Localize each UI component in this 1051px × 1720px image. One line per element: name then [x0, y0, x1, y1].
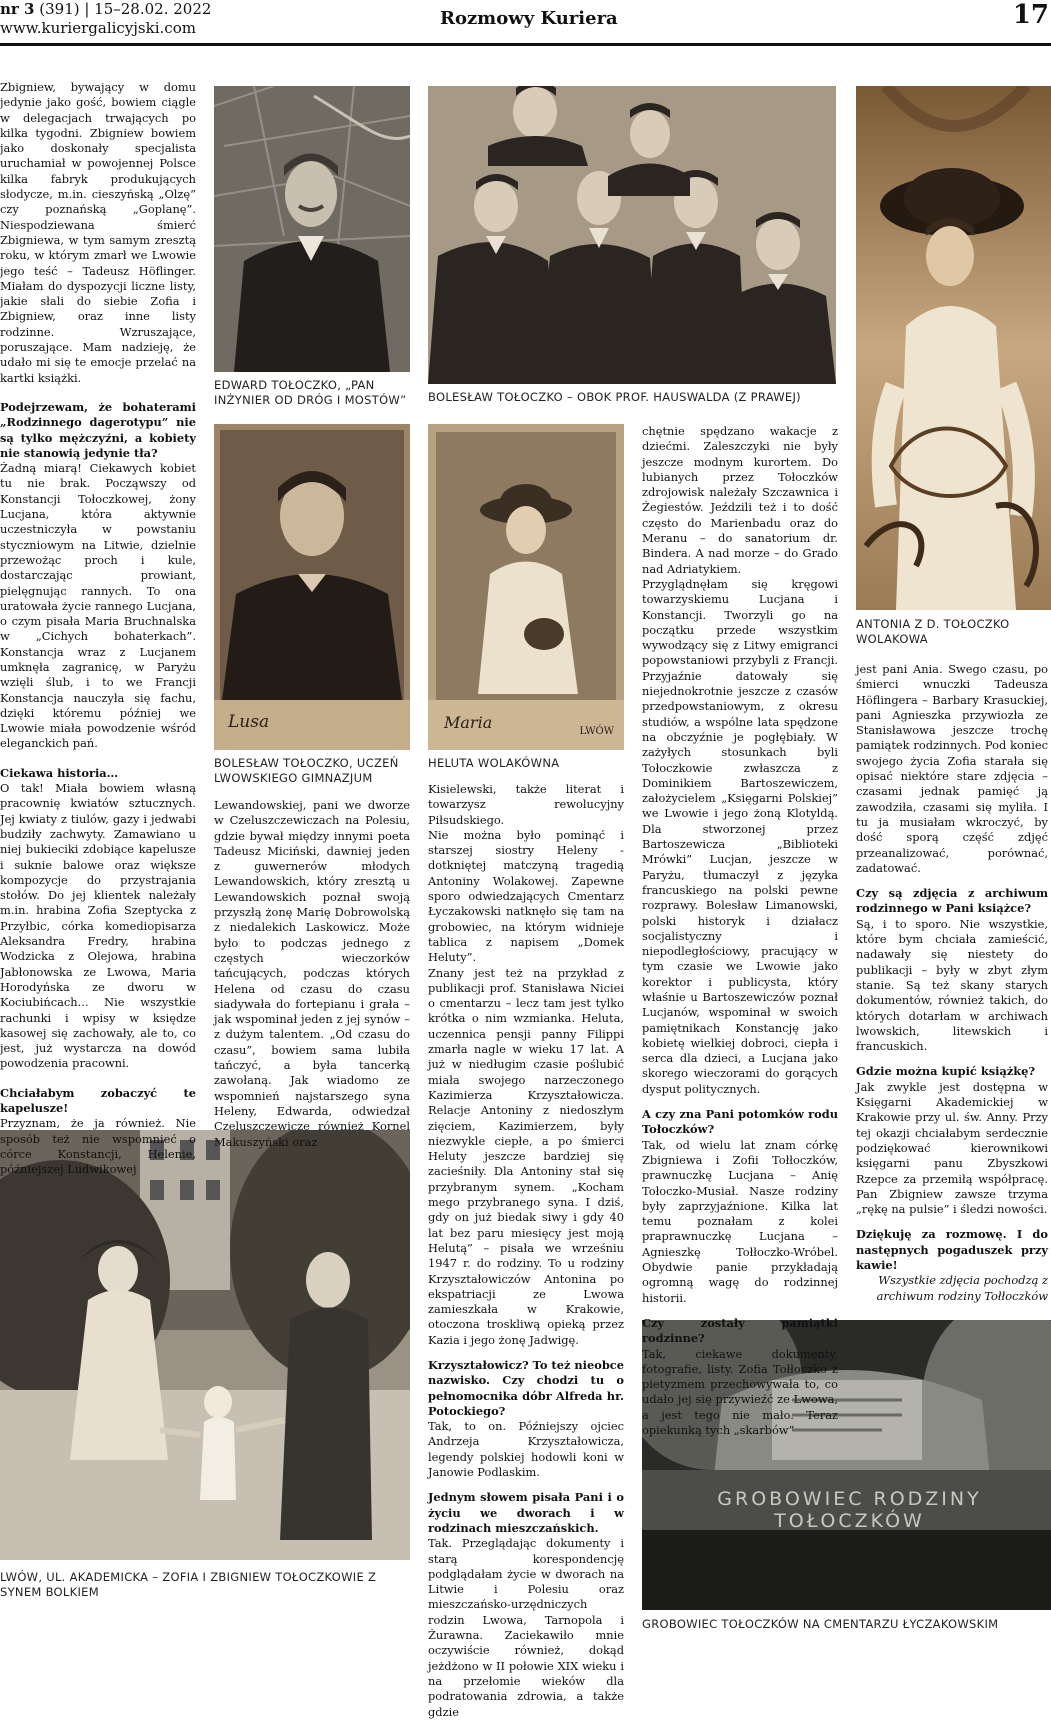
caption-boleslaw-student: BOLESŁAW TOŁOCZKO, UCZEŃ LWOWSKIEGO GIMNAZJUM: [214, 756, 399, 785]
studio-signature-heluta: Maria: [444, 713, 493, 732]
photo-boleslaw-student: [214, 424, 410, 750]
issue-dates: (391) | 15–28.02. 2022: [39, 0, 212, 18]
question: Chciałabym zobaczyć te kapelusze!: [0, 1085, 196, 1115]
paragraph: O tak! Miała bowiem własną pracownię kwiatów sztucznych. Jej kwiaty z tiulów, gazy i jedwabi budziły zachwyty. Zamawiano u niej bukieciki zdobiące kapelusze i suknie balowe oraz większe kompozycje do przystrajania stołów. Do jej klientek należały m.in. hrabina Zofia Szeptycka z Przyłbic, córka komediopisarza Aleksandra Fredry, hrabina Wodzicka z Olejowa, hrabina Jabłonowska ze Lwowa, Maria Horodyńska ze dworu w Kociubińcach... Nie wszystkie rachunki i wpisy w księdze kasowej się zachowały, ale to, co jest, już wystarcza na dowód powodzenia pracowni.: [0, 781, 196, 1071]
question: Podejrzewam, że bohaterami „Rodzinnego dagerotypu” nie są tylko mężczyźni, a kobiety nie stanowią jedynie tła?: [0, 399, 196, 460]
question: Czy są zdjęcia z archiwum rodzinnego w Pani książce?: [856, 886, 1048, 916]
paragraph: Są, i to sporo. Nie wszystkie, które bym chciała zamieścić, nadawały się niestety do publikacji – były w zbyt złym stanie. Są też skany starych dokumentów, również takich, do których dotarłam w archiwach lwowskich, litewskich i francuskich.: [856, 916, 1048, 1054]
question: Krzyształowicz? To też nieobce nazwisko. Czy chodzi tu o pełnomocnika dóbr Alfreda hr. Potockiego?: [428, 1357, 624, 1418]
caption-street: LWÓW, UL. AKADEMICKA – ZOFIA I ZBIGNIEW TOŁOCZKOWIE Z SYNEM BOLKIEM: [0, 1570, 377, 1599]
section-title: Rozmowy Kuriera: [440, 8, 618, 29]
paragraph: Nie można było pominąć i starszej siostry Heleny - dotkniętej matczyną tragedią Antoniny Wolakowej. Zapewne sporo odwiedzających Cmentarz Łyczakowski natknęło się tam na grobowiec, na którym widnieje tablica z napisem „Domek Heluty”.: [428, 827, 624, 965]
photo-edward: [214, 86, 410, 372]
paragraph: chętnie spędzano wakacje z dziećmi. Zaleszczyki nie były jeszcze modnym kurortem. Do lubianych przez Tołoczków zdrojowisk należały Szczawnica i Żegiestów. Jeździli też i to dość często do Marienbadu oraz do Meranu – do sanatorium dr. Bindera. A nad morze – do Grado nad Adriatykiem.: [642, 424, 838, 576]
question: Jednym słowem pisała Pani i o życiu we dworach i w rodzinach mieszczańskich.: [428, 1490, 624, 1535]
photo-antonia: [856, 86, 1051, 610]
paragraph: Żadną miarą! Ciekawych kobiet tu nie brak. Począwszy od Konstancji Tołoczkowej, żony Lucjana, która aktywnie uczestniczyła w powstaniu styczniowym na Litwie, dzielnie przewożąc proch i kule, dostarczając prowiant, pielęgnując rannych. To ona uratowała życie rannego Lucjana, o czym pisała Maria Bruchnalska w „Cichych bohaterkach”. Konstancja wraz z Lucjanem umknęła zagranicę, w Paryżu wzięli ślub, i to we Francji Konstancja nauczyła się fachu, dzięki któremu później we Lwowie miała powodzenie wśród eleganckich pań.: [0, 461, 196, 751]
question: Czy zostały pamiątki rodzinne?: [642, 1315, 838, 1346]
paragraph: Tak, to on. Późniejszy ojciec Andrzeja Krzyształowicza, legendy polskiej hodowli koni w Janowie Podlaskim.: [428, 1419, 624, 1480]
photo-group: [428, 86, 836, 384]
studio-signature-boleslaw: Lusa: [228, 712, 270, 732]
paragraph: Lewandowskiej, pani we dworze w Czeluszczewiczach na Polesiu, gdzie bywał między innymi poeta Tadeusz Miciński, dawniej jeden z guwernerów młodych Lewandowskich, który zresztą u Lewandowskich poznał swoją przyszłą żonę Marię Dobrowolską z niedalekich Laskowicz. Może było to podczas jednego z częstych wieczorków tańcujących, podczas których Helena od czasu do czasu siadywała do fortepianu i grała – jak wspominał jeden z jej synów – z dużym talentem. „Od czasu do czasu”, bowiem sama lubiła tańczyć, a była tancerką zawołaną. Jak wiadomo ze wspomnień najstarszego syna Heleny, Edwarda, odwiedzał Czeluszczewicze również Kornel Makuszyński oraz: [214, 798, 410, 1149]
caption-grave: GROBOWIEC TOŁOCZKÓW NA CMENTARZU ŁYCZAKOWSKIM: [642, 1617, 999, 1631]
caption-heluta: HELUTA WOLAKÓWNA: [428, 756, 560, 770]
paragraph: jest pani Ania. Swego czasu, po śmierci wnuczki Tadeusza Höflingera – Barbary Krasuckiej, pani Agnieszka przywiozła ze Stanisławowa jeszcze trochę pamiątek rodzinnych. Pod koniec swojego życia Zofia starała się opisać niektóre stare zdjęcia – czasami jednak pamięć ją zawodziła, czasami się myliła. I tu ja musiałam wkroczyć, by dość sporą część zdjęć przeanalizować, porównać, zadatować.: [856, 662, 1048, 875]
column-4: [642, 424, 838, 1438]
paragraph: Tak. Przeglądając dokumenty i starą korespondencję podglądałam życie w dworach na Litwie i Polesiu oraz mieszczańsko-urzędniczych rodzin Lwowa, Tarnopola i Żurawna. Zaciekawiło mnie oczywiście również, dokąd jeżdżono w II połowie XIX wieku i na przełomie wieków dla podratowania zdrowia, a także gdzie: [428, 1536, 624, 1719]
grave-inscription: GROBOWIEC RODZINY TOŁOCZKÓW: [717, 1488, 982, 1532]
paragraph: Tak, od wielu lat znam córkę Zbigniewa i Zofii Tołłoczków, prawnuczkę Lucjana – Anię Tołoczko-Musiał. Nasze rodziny były zaprzyjaźnione. Kilka lat temu poznałam z kolei praprawnuczkę Lucjana – Agnieszkę Tołłoczko-Wróbel. Obydwie panie przykładają ogromną wagę do rodzinnej historii.: [642, 1137, 838, 1305]
caption-group: BOLESŁAW TOŁOCZKO – OBOK PROF. HAUSWALDA (Z PRAWEJ): [428, 390, 801, 404]
caption-antonia: ANTONIA Z D. TOŁOCZKO WOLAKOWA: [856, 617, 1010, 646]
studio-city-heluta: LWÓW: [579, 726, 614, 737]
issue-number: nr 3: [0, 0, 35, 18]
question: A czy zna Pani potomków rodu Tołoczków?: [642, 1107, 838, 1137]
masthead-info: [0, 0, 211, 38]
caption-edward: EDWARD TOŁOCZKO, „PAN INŻYNIER OD DRÓG I MOSTÓW”: [214, 378, 407, 407]
paragraph: Kisielewski, także literat i towarzysz rewolucyjny Piłsudskiego.: [428, 782, 624, 827]
header-rule: [0, 43, 1051, 46]
photo-heluta: [428, 424, 624, 750]
paragraph: Tak, ciekawe dokumenty, fotografie, listy. Zofia Tołłoczko z pietyzmem przechowywała to, co udało jej się przywieźć ze Lwowa, a jest tego nie mało. Teraz opiekunką tych „skarbów”: [642, 1346, 838, 1437]
paragraph: Zbigniew, bywający w domu jedynie jako gość, bowiem ciągle w delegacjach trwających po kilka tygodni. Zbigniew bowiem jako doskonały specjalista uruchamiał w powojennej Polsce kilka fabryk produkujących słodycze, m.in. cieszyńską „Olzę” czy poznańską „Goplanę”. Niespodziewana śmierć Zbigniewa, w tym samym zresztą roku, w którym zmarł we Lwowie jego teść – Tadeusz Höflinger. Miałam do dyspozycji liczne listy, jakie słali do siebie Zofia i Zbigniew, oraz inne listy rodzinne. Wzruszające, poruszające. Mam nadzieję, że udało mi się te emocje przelać na kartki książki.: [0, 80, 196, 385]
photo-credit: Wszystkie zdjęcia pochodzą z archiwum rodziny Tołłoczków: [876, 1273, 1048, 1303]
page-number: 17: [1012, 0, 1049, 30]
website-link[interactable]: www.kuriergalicyjski.com: [0, 19, 196, 37]
question: Dziękuję za rozmowę. I do następnych pogaduszek przy kawie!: [856, 1227, 1048, 1272]
paragraph: Przyznam, że ja również. Nie sposób też nie wspomnieć o córce Konstancji, Helenie, późniejszej Ludwikowej: [0, 1116, 196, 1177]
paragraph: Znany jest też na przykład z publikacji prof. Stanisława Niciei o cmentarzu – lecz tam jest tylko krótka o nim wzmianka. Heluta, uczennica pensji panny Filippi zmarła nagle w wieku 17 lat. A już w niedługim czasie poślubić miała swojego narzeczonego Kazimierza Krzyształowicza. Relacje Antoniny z niedoszłym zięciem, Kazimierzem, były niezwykle ciepłe, a po śmierci Heluty jeszcze bardziej się zacieśniły. Dla Antoniny stał się przybranym synem. „Kocham mego przybranego syna. I dziś, gdy on już biedak siwy i gdy 40 lat bez paru miesięcy jest moją Helutą” – pisała we wrześniu 1947 r. do rodziny. To u rodziny Krzyształowiczów Antonina po ekspatriacji ze Lwowa zamieszkała w Krakowie, otoczona troskliwą opieką przez Kazia i jego żonę Jadwigę.: [428, 965, 624, 1347]
column-2: [214, 798, 410, 1150]
paragraph: Przyglądnęłam się kręgowi towarzyskiemu Lucjana i Konstancji. Tworzyli go na początku przede wszystkim wywodzący się z Litwy emigranci popowstaniowi przybyli z Francji. Przyjaźnie datowały się niejednokrotnie jeszcze z czasów przedpowstaniowym, z okresu studiów, a wspólne lata spędzone na obczyźnie je pogłębiały. W zażyłych stosunkach byli Tołoczkowie zwłaszcza z Dominikiem Bartoszewiczem, założycielem „Księgarni Polskiej” we Lwowie i jego żoną Klotyldą. Dla stworzonej przez Bartoszewicza „Biblioteki Mrówki” Lucjan, jeszcze w Paryżu, tłumaczył z języka francuskiego na polski pewne rozprawy. Bolesław Limanowski, polski historyk i działacz socjalistyczny i niepodległościowy, pracujący w tym czasie we Lwowie jako korektor i publicysta, który właśnie u Bartoszewiczów poznał Lucjanów, wspominał w swoich pamiętnikach Konstancję jako kobietę wielkiej dobroci, ciepła i serca dla dzieci, a Lucjana jako skorego wieczorami do gorących dysput politycznych.: [642, 576, 838, 1096]
question: Gdzie można kupić książkę?: [856, 1064, 1036, 1079]
column-1: [0, 80, 196, 1177]
paragraph: Jak zwykle jest dostępna w Księgarni Akademickiej w Krakowie przy ul. św. Anny. Przy tej okazji chciałabym serdecznie podziękować kierownikowi księgarni panu Zbyszkowi Rzepce za przemiłą współpracę. Pan Zbigniew zawsze trzyma „rękę na pulsie” i śledzi nowości.: [856, 1079, 1048, 1217]
question: Ciekawa historia…: [0, 765, 119, 780]
column-3: [428, 782, 624, 1720]
photo-street: [0, 1130, 410, 1560]
column-5: [856, 662, 1048, 1304]
